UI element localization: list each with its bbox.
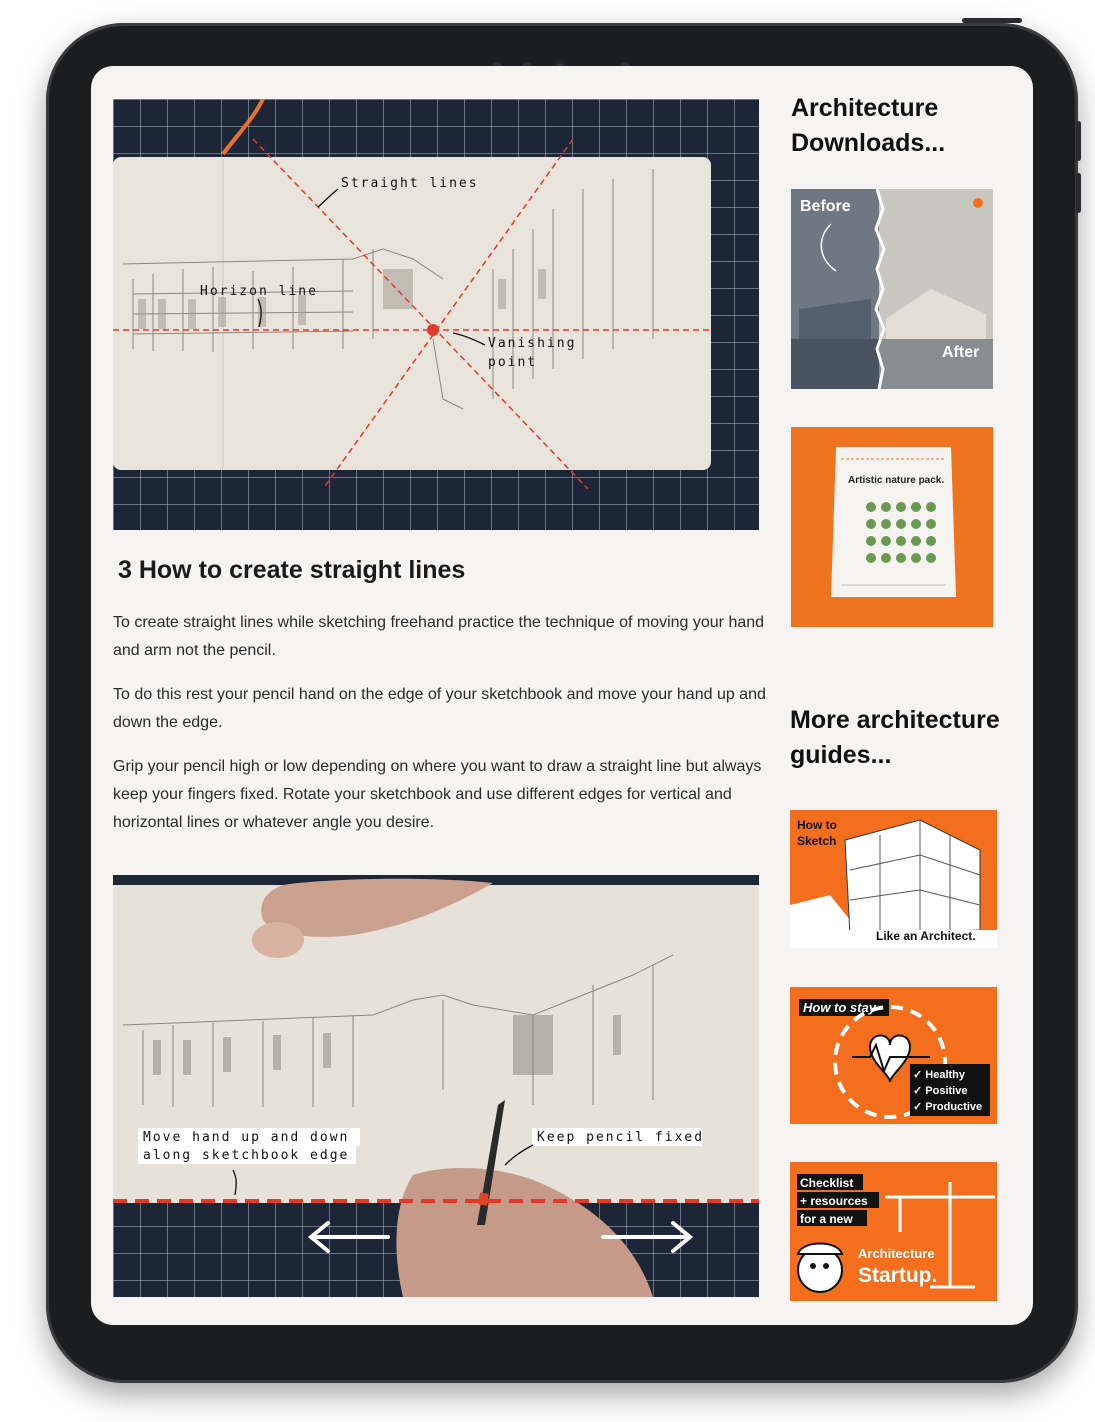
guide-card-architecture-startup[interactable] (790, 1162, 997, 1301)
section-heading: 3 How to create straight lines (118, 556, 466, 584)
volume-button (1076, 173, 1081, 213)
paragraph: To do this rest your pencil hand on the edge of your sketchbook and move your hand up and down the edge. (113, 686, 766, 731)
checklist-label: Checklist (800, 1176, 854, 1190)
move-hand-label: Move hand up and down (143, 1130, 350, 1145)
after-label: After (942, 344, 980, 361)
how-to-stay-label: How to stay (803, 1000, 876, 1015)
vanishing-point-label-2: point (488, 355, 538, 370)
hand-technique-image (113, 875, 759, 1297)
move-hand-label-2: along sketchbook edge (143, 1148, 350, 1163)
healthy-item: ✓ Healthy (913, 1069, 966, 1081)
guides-title (790, 703, 1000, 773)
positive-item: ✓ Positive (913, 1085, 968, 1097)
paragraph: To create straight lines while sketching freehand practice the technique of moving your hand and arm not the pencil. (113, 614, 765, 659)
guide-card-how-to-sketch[interactable] (790, 810, 997, 948)
keep-pencil-label: Keep pencil fixed (537, 1130, 705, 1145)
paragraph: Grip your pencil high or low depending on where you want to draw a straight line but always keep your fingers fixed. Rotate your sketchbook and use different edges for vertical and horizontal lines or whatever angle you desire. (113, 758, 762, 831)
how-to-label: How to (797, 818, 837, 832)
download-card-before-after[interactable] (791, 189, 993, 389)
before-label: Before (800, 198, 851, 215)
nature-pack-title: Artistic nature pack. (848, 475, 945, 486)
volume-button (1076, 121, 1081, 161)
productive-item: ✓ Productive (913, 1101, 983, 1113)
downloads-title (791, 91, 945, 161)
straight-lines-label: Straight lines (341, 176, 479, 191)
tablet-screen[interactable] (91, 66, 1033, 1325)
horizon-line-label: Horizon line (200, 284, 318, 299)
guide-card-how-to-stay[interactable] (790, 987, 997, 1124)
like-an-architect-label: Like an Architect. (876, 929, 976, 943)
resources-label: + resources (800, 1194, 868, 1208)
guides-title-line: guides... (790, 741, 892, 769)
downloads-title-line: Downloads... (791, 129, 946, 157)
power-button (962, 18, 1022, 23)
architecture-brand-label: Architecture (858, 1246, 935, 1261)
guides-title-line: More architecture (790, 706, 1000, 734)
startup-brand-label: Startup. (858, 1264, 938, 1287)
sketch-label: Sketch (797, 834, 837, 848)
vanishing-point-label: Vanishing (488, 336, 577, 351)
downloads-title-line: Architecture (791, 94, 939, 122)
perspective-sketch-image (113, 99, 759, 530)
download-card-nature-pack[interactable] (791, 427, 993, 627)
for-a-new-label: for a new (800, 1212, 853, 1226)
